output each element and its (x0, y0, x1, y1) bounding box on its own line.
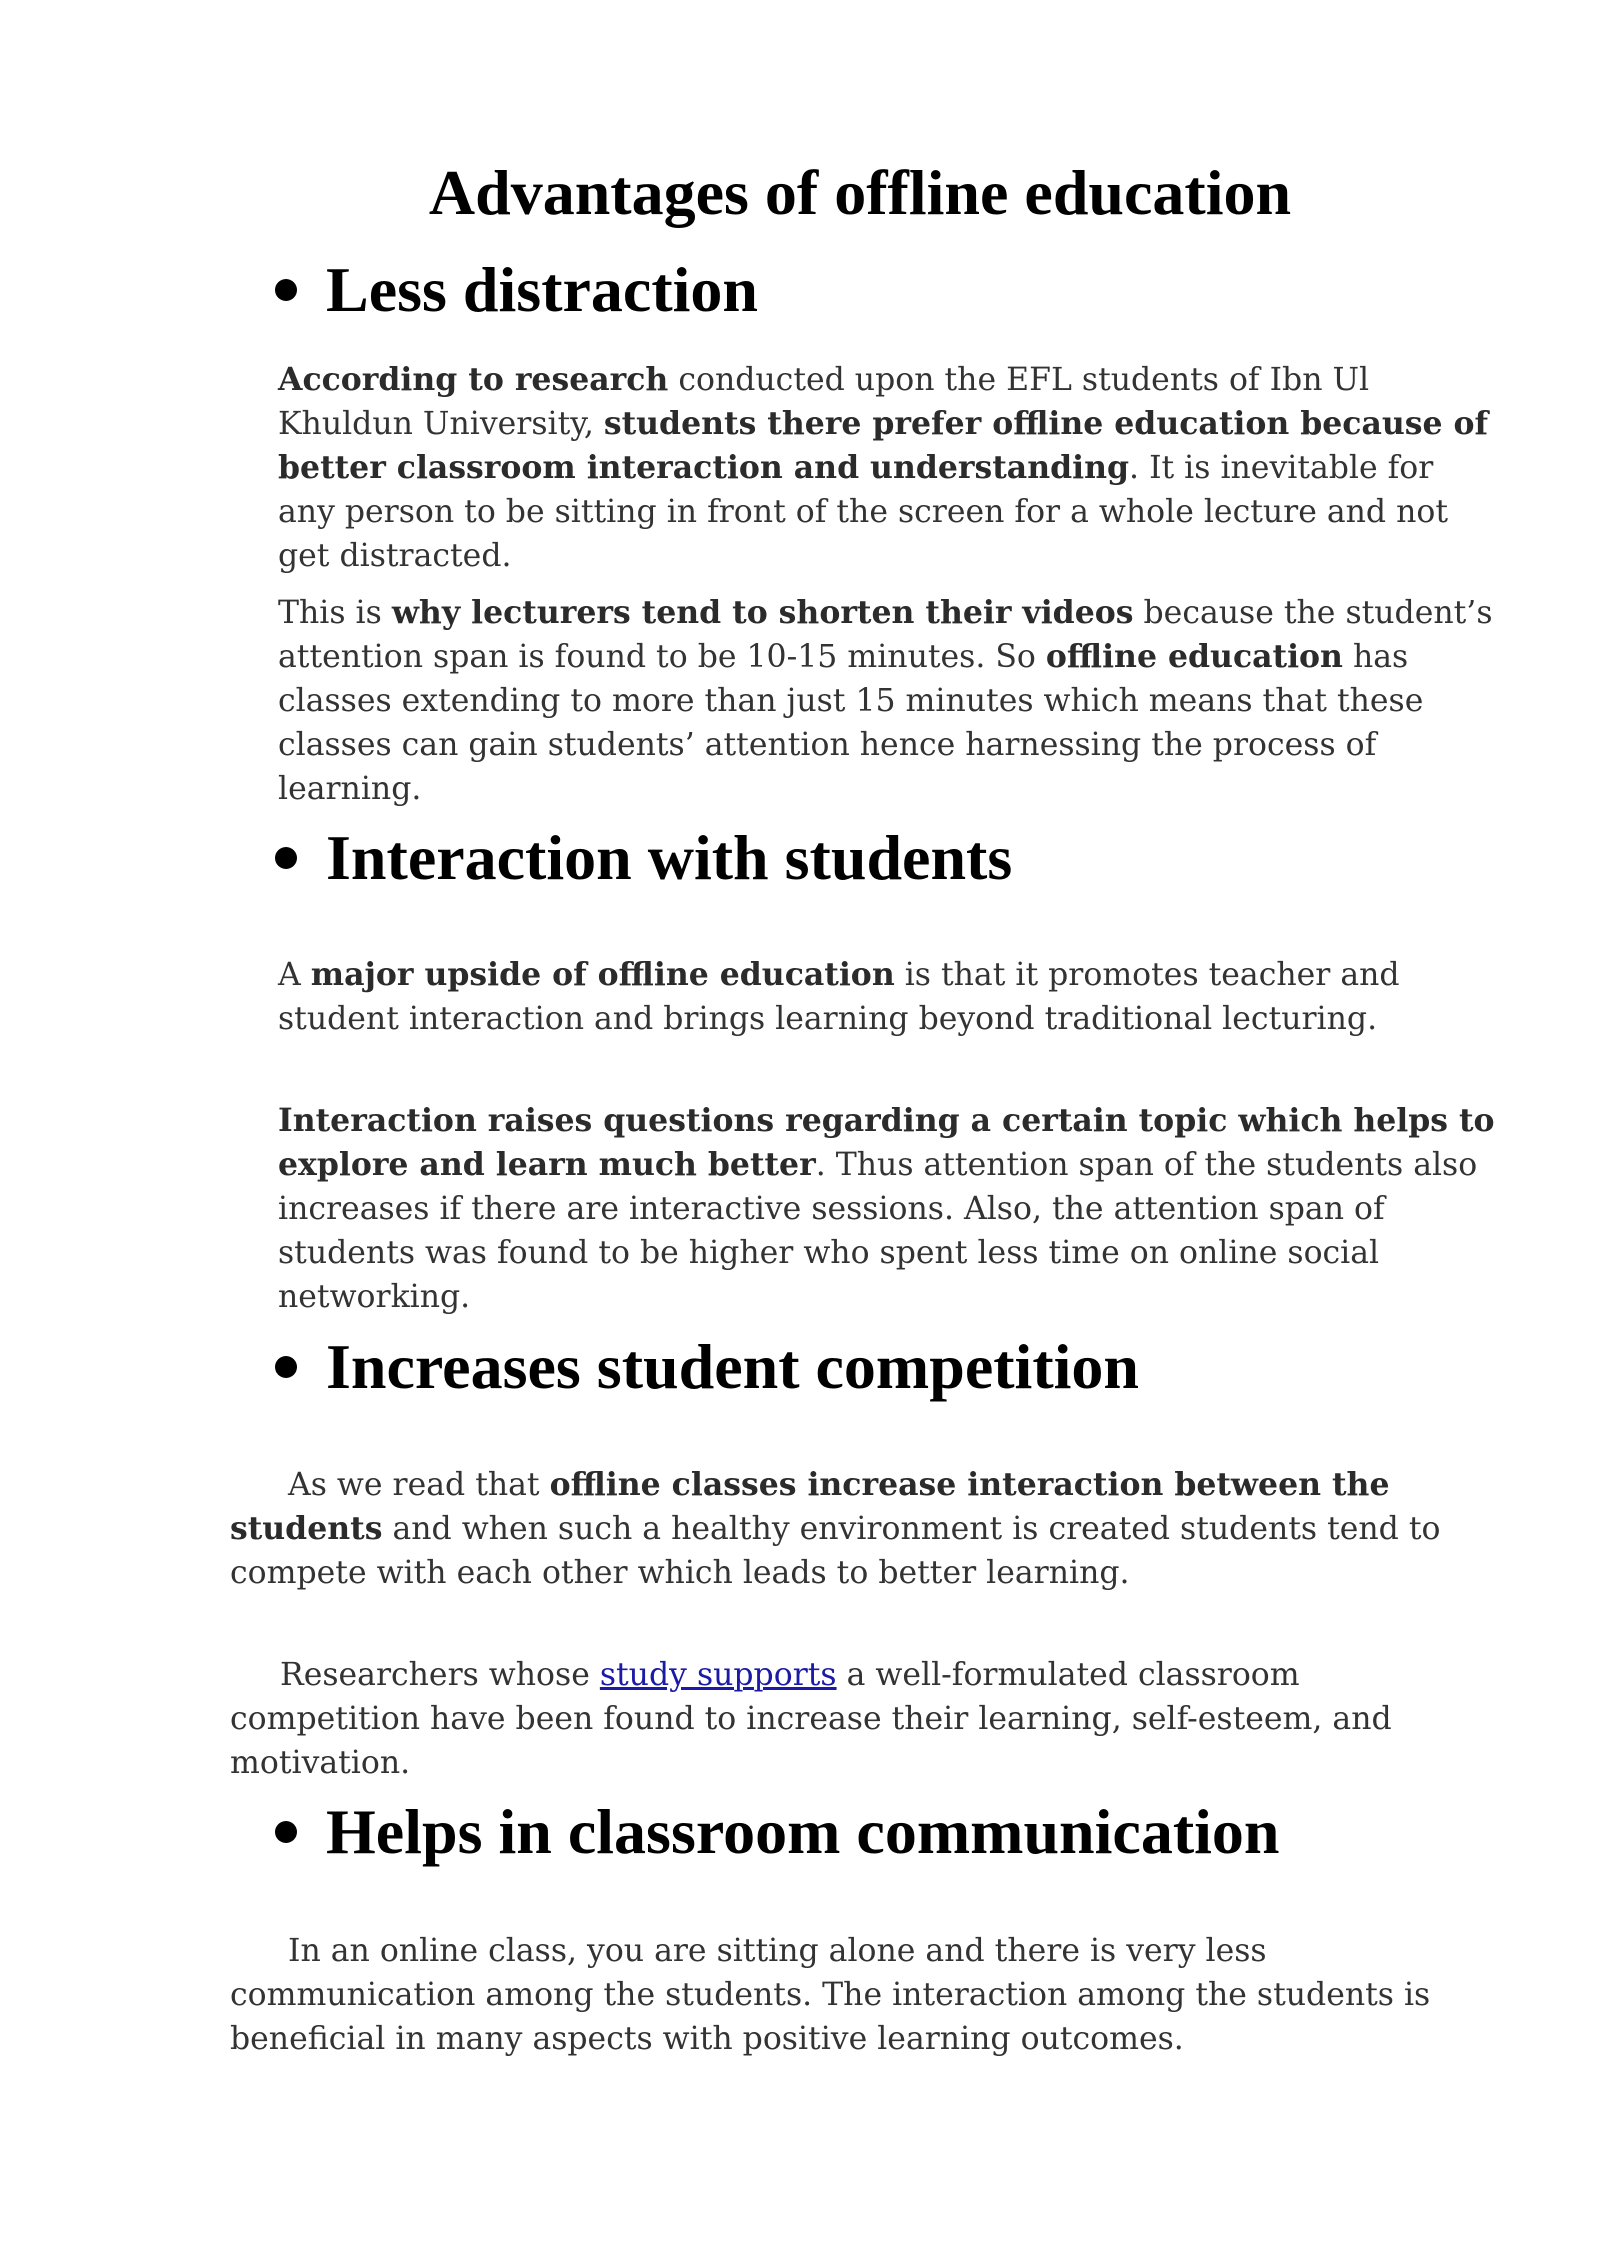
study-supports-link[interactable]: study supports (599, 1657, 837, 1693)
paragraph (230, 1653, 1498, 1785)
bullet-icon (275, 847, 297, 869)
paragraph (278, 358, 1498, 578)
text-run: because the student’s attention span is found to be 10-15 minutes. So (278, 595, 1493, 675)
bold-text: why lecturers tend to shorten their videos (391, 594, 1134, 631)
paragraph (278, 953, 1498, 1041)
section-heading-label: Interaction with students (326, 822, 1013, 893)
bold-text: offline classes increase interaction between the students (230, 1466, 1390, 1547)
text-run: As we read that (288, 1467, 550, 1503)
bullet-icon (275, 279, 297, 301)
text-run: and when such a healthy environment is created students tend to compete with each other which leads to better learning. (230, 1511, 1441, 1591)
bold-text: students there prefer offline education because of better classroom interaction and understanding (278, 405, 1489, 486)
section-heading-less-distraction (275, 250, 758, 330)
section-heading-interaction-with-students (275, 818, 1012, 898)
text-run: . It is inevitable for any person to be sitting in front of the screen for a whole lecture and not get distracted. (278, 450, 1449, 574)
section-heading-label: Increases student competition (326, 1331, 1139, 1402)
text-run: has classes extending to more than just 15 minutes which means that these classes can gain students’ attention hence harnessing the process of learning. (278, 639, 1424, 807)
paragraph (278, 1099, 1498, 1319)
bold-text: Interaction raises questions regarding a certain topic which helps to explore and learn much better (278, 1102, 1495, 1183)
bold-text: offline education (1045, 638, 1343, 675)
text-run: This is (278, 595, 392, 631)
section-heading-label: Helps in classroom communication (326, 1796, 1280, 1867)
text-run: conducted upon the EFL students of Ibn Ul Khuldun University, (278, 362, 1370, 442)
text-run: Researchers whose (280, 1657, 600, 1693)
paragraph (230, 1929, 1498, 2061)
text-run: is that it promotes teacher and student interaction and brings learning beyond traditional lecturing. (278, 957, 1400, 1037)
text-run: In an online class, you are sitting alone and there is very less communication among the students. The interaction among the students is beneficial in many aspects with positive learning outcomes. (230, 1933, 1431, 2057)
paragraph (278, 591, 1498, 811)
bullet-icon (275, 1356, 297, 1378)
paragraph (230, 1463, 1498, 1595)
text-run: . Thus attention span of the students also increases if there are interactive sessions. Also, the attention span of students was found to be higher who spent less time on online social networking. (278, 1147, 1478, 1315)
bullet-icon (275, 1821, 297, 1843)
bold-text: According to research (278, 361, 669, 398)
text-run: a well-formulated classroom competition have been found to increase their learning, self-esteem, and motivation. (230, 1657, 1392, 1781)
section-heading-increases-student-competition (275, 1327, 1139, 1407)
text-run: A (278, 957, 311, 993)
bold-text: major upside of offline education (310, 956, 895, 993)
section-heading-label: Less distraction (326, 254, 758, 325)
document-title: Advantages of offline education (428, 157, 1292, 228)
section-heading-helps-in-classroom-communication (275, 1792, 1280, 1872)
